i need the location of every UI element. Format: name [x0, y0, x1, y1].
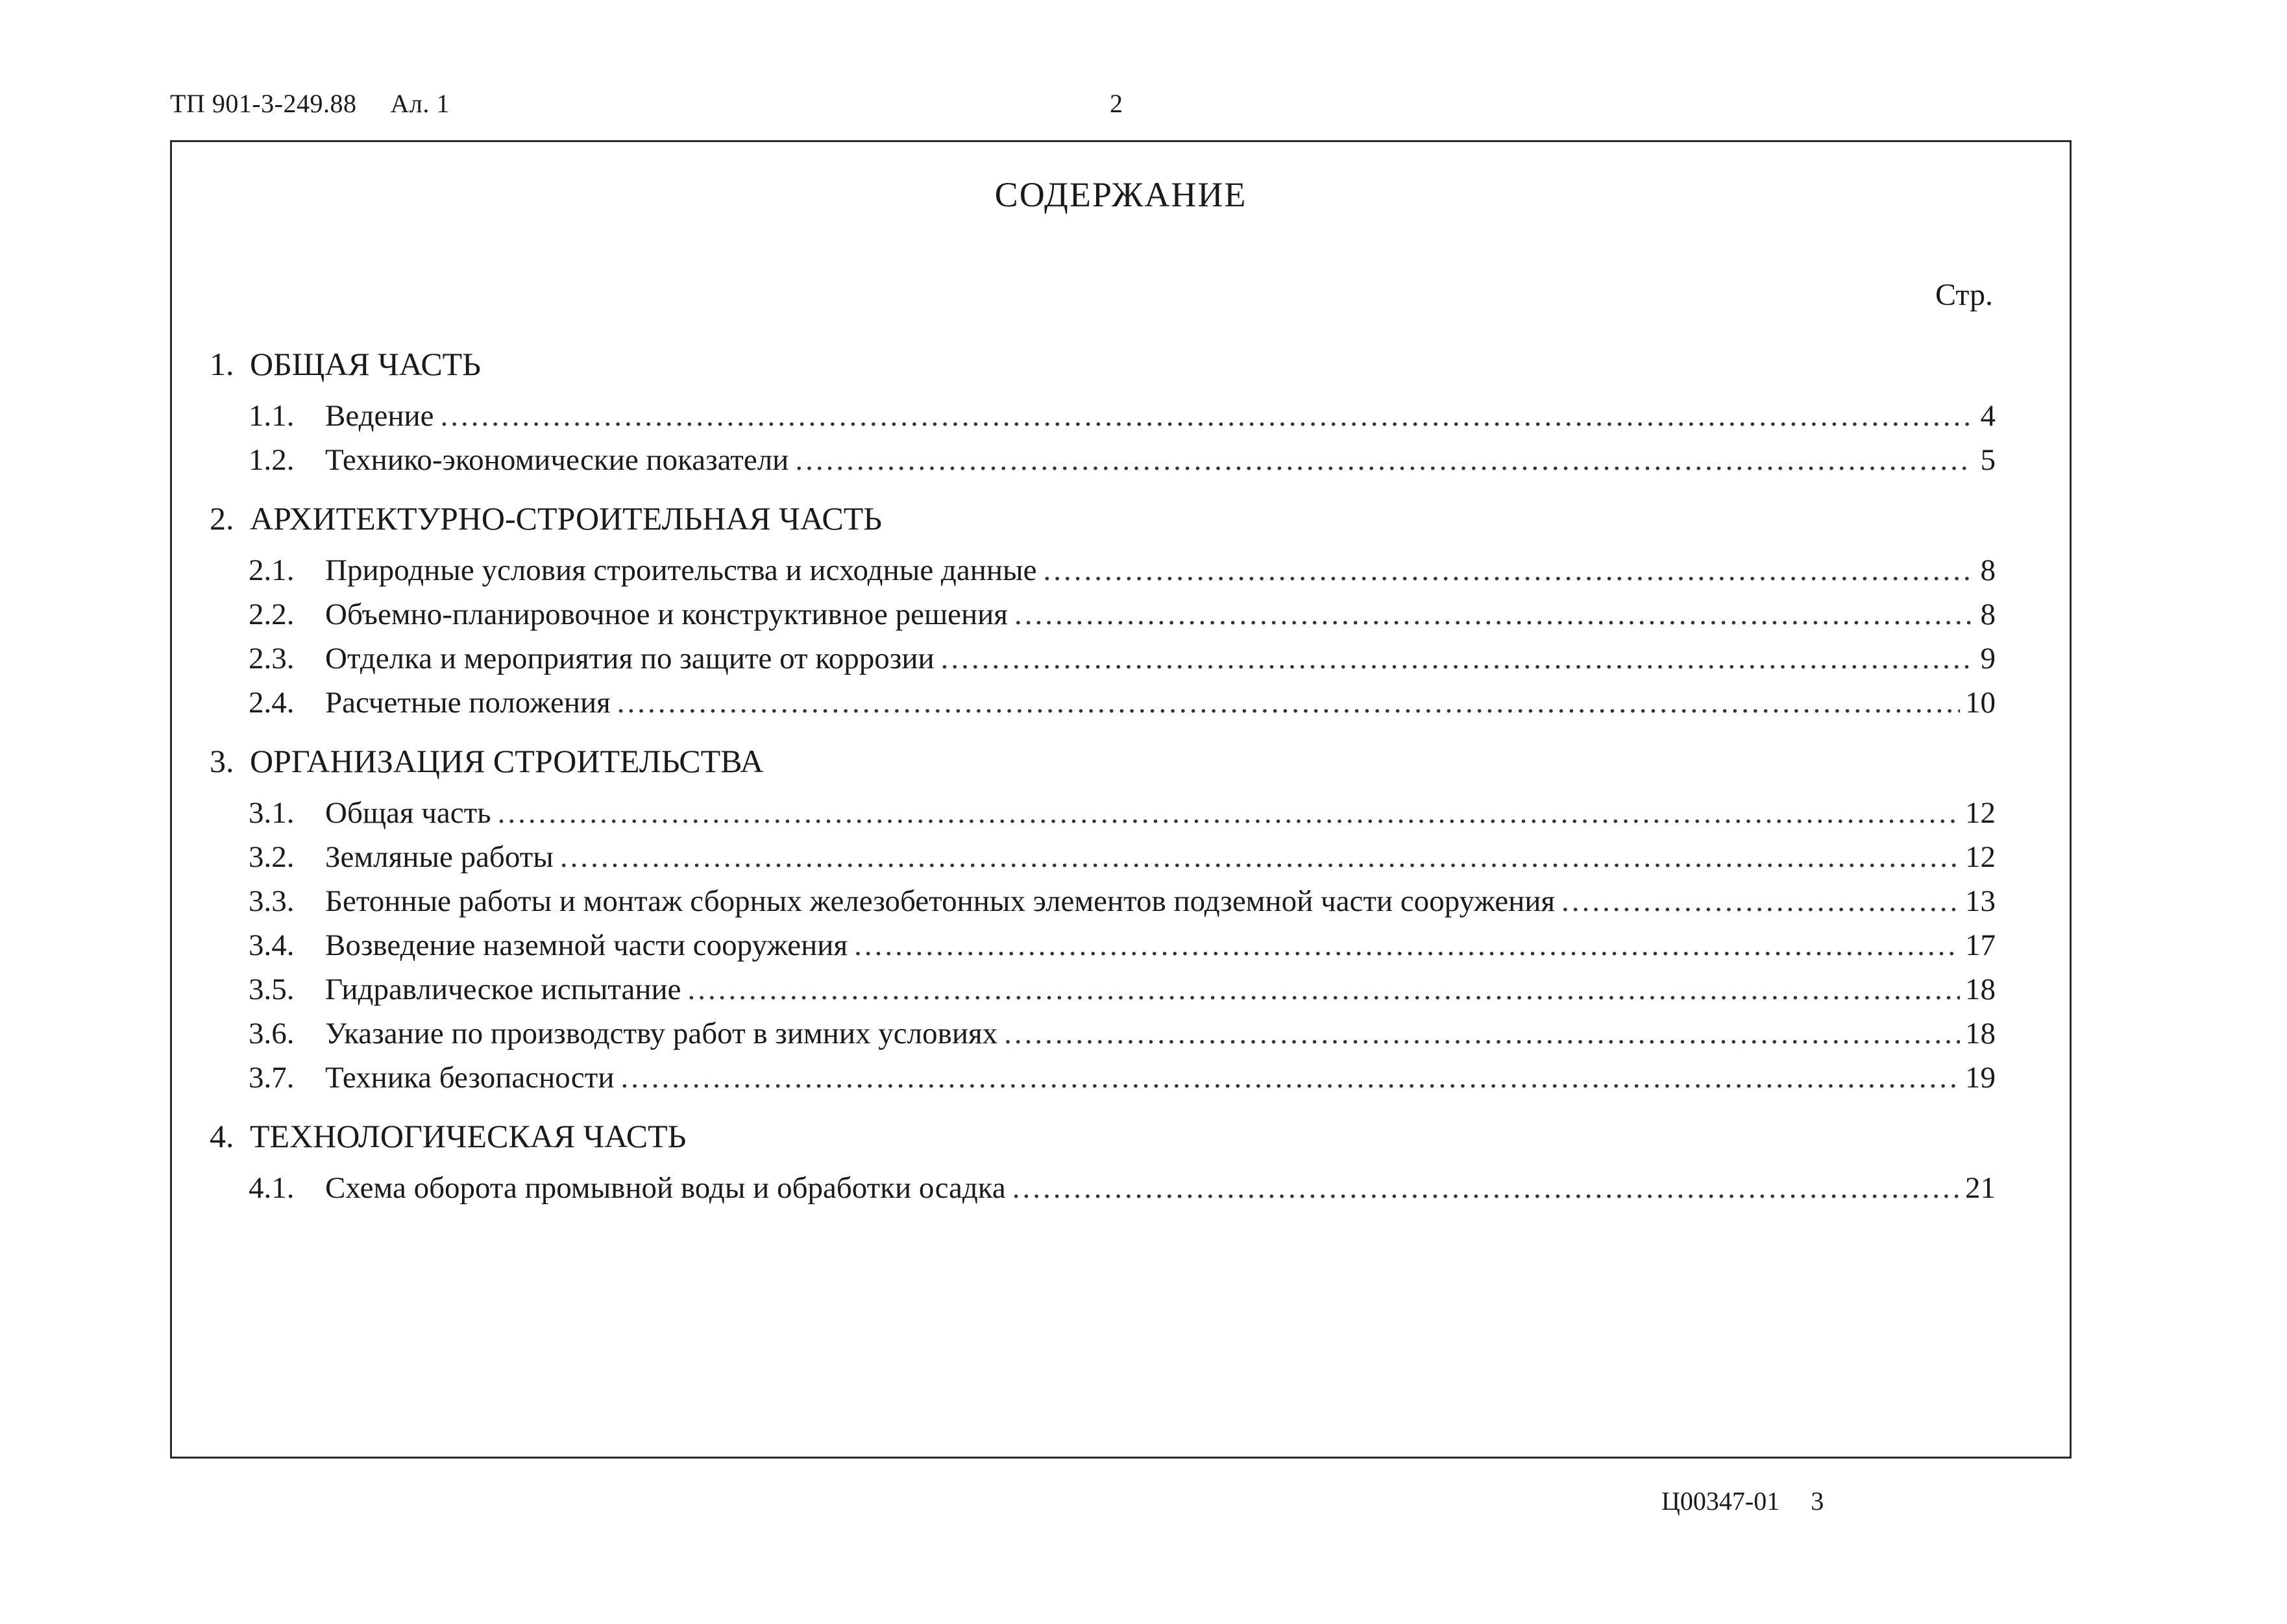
section-title: АРХИТЕКТУРНО-СТРОИТЕЛЬНАЯ ЧАСТЬ	[250, 500, 882, 537]
toc-item-list	[210, 1166, 1996, 1210]
dot-leader	[498, 791, 1960, 835]
toc-section-heading	[210, 345, 1996, 383]
toc-item-number: 3.3.	[249, 884, 295, 918]
doc-id-text: Ц00347-01	[1661, 1486, 1780, 1516]
toc-item-number: 3.6.	[249, 1017, 295, 1050]
toc-item	[210, 394, 1996, 438]
toc-item-label: Техника безопасности	[325, 1061, 615, 1095]
toc-item-label: Гидравлическое испытание	[325, 973, 681, 1006]
toc-item	[210, 835, 1996, 879]
dot-leader	[1012, 1166, 1960, 1210]
toc-item-label: Природные условия строительства и исходные данные	[325, 553, 1037, 587]
dot-leader	[854, 923, 1960, 967]
toc-item	[210, 592, 1996, 636]
toc-item-label: Указание по производству работ в зимних условиях	[325, 1017, 998, 1050]
toc-item	[210, 879, 1996, 923]
toc-item	[210, 1056, 1996, 1100]
toc-item	[210, 636, 1996, 681]
section-number: 1.	[210, 346, 234, 382]
toc-item	[210, 548, 1996, 592]
toc-item-number: 1.2.	[249, 443, 295, 477]
toc-item-number: 3.5.	[249, 973, 295, 1006]
toc-item-label: Объемно-планировочное и конструктивное решения	[325, 598, 1008, 631]
section-title: ОБЩАЯ ЧАСТЬ	[250, 346, 481, 382]
toc-item-number: 2.2.	[249, 598, 295, 631]
toc-item-page: 12	[1965, 796, 1996, 830]
page-column-label: Стр.	[1935, 278, 1993, 312]
section-number: 3.	[210, 743, 234, 779]
toc-item-page: 8	[1980, 553, 1996, 587]
toc-item	[210, 1012, 1996, 1056]
toc-section-heading	[210, 1117, 1996, 1156]
dot-leader	[1043, 548, 1971, 592]
section-number: 4.	[210, 1118, 234, 1154]
toc-item-page: 8	[1980, 598, 1996, 631]
toc-section-heading	[210, 499, 1996, 538]
toc-item-page: 21	[1965, 1171, 1996, 1205]
document-code	[170, 88, 450, 119]
toc-item-number: 3.1.	[249, 796, 295, 830]
dot-leader	[441, 394, 1971, 438]
album-label: Ал. 1	[390, 89, 450, 118]
toc-item-page: 5	[1980, 443, 1996, 477]
toc-item-label: Схема оборота промывной воды и обработки осадка	[325, 1171, 1006, 1205]
toc-item-page: 17	[1965, 928, 1996, 962]
toc-item-page: 19	[1965, 1061, 1996, 1095]
dot-leader	[941, 636, 1971, 681]
toc-item-label: Общая часть	[325, 796, 491, 830]
toc-item-label: Расчетные положения	[325, 686, 611, 720]
toc-item-page: 4	[1980, 399, 1996, 433]
dot-leader	[1004, 1012, 1960, 1056]
toc-item-label: Ведение	[325, 399, 434, 433]
toc-section-heading	[210, 742, 1996, 781]
toc-item-list	[210, 548, 1996, 725]
dot-leader	[688, 967, 1960, 1012]
doc-code-text: ТП 901-3-249.88	[170, 89, 357, 118]
toc-item-label: Технико-экономические показатели	[325, 443, 789, 477]
section-number: 2.	[210, 500, 234, 537]
dot-leader	[1014, 592, 1971, 636]
toc-item-number: 3.7.	[249, 1061, 295, 1095]
toc-item	[210, 438, 1996, 482]
toc-item-number: 3.4.	[249, 928, 295, 962]
toc-item	[210, 1166, 1996, 1210]
toc-item-number: 2.4.	[249, 686, 295, 720]
dot-leader	[620, 1056, 1960, 1100]
section-title: ОРГАНИЗАЦИЯ СТРОИТЕЛЬСТВА	[250, 743, 764, 779]
toc-item-number: 3.2.	[249, 840, 295, 874]
toc-item-page: 12	[1965, 840, 1996, 874]
table-of-contents	[210, 345, 1996, 1227]
sheet-number: 3	[1811, 1486, 1824, 1516]
content-frame	[170, 140, 2072, 1459]
toc-item-list	[210, 394, 1996, 482]
toc-item	[210, 681, 1996, 725]
toc-item-number: 2.3.	[249, 642, 295, 675]
toc-item	[210, 791, 1996, 835]
toc-item	[210, 967, 1996, 1012]
toc-item-page: 9	[1980, 642, 1996, 675]
dot-leader	[1561, 879, 1960, 923]
dot-leader	[795, 438, 1971, 482]
page-title: СОДЕРЖАНИЕ	[994, 175, 1247, 214]
toc-item-number: 2.1.	[249, 553, 295, 587]
toc-item-page: 18	[1965, 973, 1996, 1006]
document-id	[1661, 1486, 1824, 1516]
toc-item-list	[210, 791, 1996, 1100]
toc-item-label: Земляные работы	[325, 840, 554, 874]
toc-item-page: 10	[1965, 686, 1996, 720]
toc-item-label: Бетонные работы и монтаж сборных железобетонных элементов подземной части сооружения	[325, 884, 1556, 918]
toc-item	[210, 923, 1996, 967]
dot-leader	[617, 681, 1960, 725]
page-number: 2	[1110, 89, 1123, 118]
toc-item-number: 1.1.	[249, 399, 295, 433]
toc-item-label: Возведение наземной части сооружения	[325, 928, 848, 962]
toc-item-page: 18	[1965, 1017, 1996, 1050]
toc-item-label: Отделка и мероприятия по защите от коррозии	[325, 642, 935, 675]
section-title: ТЕХНОЛОГИЧЕСКАЯ ЧАСТЬ	[250, 1118, 687, 1154]
toc-item-page: 13	[1965, 884, 1996, 918]
dot-leader	[560, 835, 1960, 879]
toc-item-number: 4.1.	[249, 1171, 295, 1205]
